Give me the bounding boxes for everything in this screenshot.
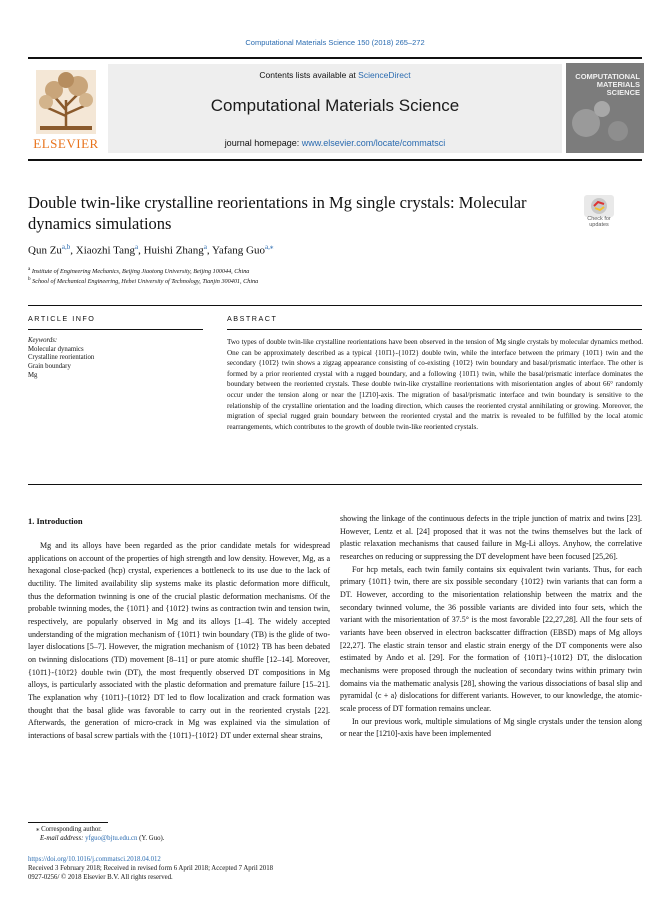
contents-line xyxy=(108,70,562,80)
header-rule-top xyxy=(28,57,642,59)
check-for-updates-button[interactable] xyxy=(584,195,614,217)
author-name[interactable]: Yafang Guo xyxy=(212,244,265,257)
journal-title: Computational Materials Science xyxy=(210,96,460,115)
cover-title-line-3: SCIENCE xyxy=(606,88,640,97)
affiliation-text: School of Mechanical Engineering, Hebei University of Technology, Tianjin 300401, China xyxy=(32,278,259,286)
homepage-link[interactable]: www.elsevier.com/locate/commatsci xyxy=(301,138,446,148)
keyword: Molecular dynamics xyxy=(28,345,84,353)
check-updates-label[interactable]: Check for updates xyxy=(587,216,611,228)
doi-link[interactable]: https://doi.org/10.1016/j.commatsci.2018.04.012 xyxy=(28,856,161,863)
journal-homepage xyxy=(108,138,562,148)
abstract-text: Two types of double twin-like crystalline reorientations have been observed in the tension of Mg single crystals by molecular dynamics method. One can be approximately described as a typical {101̄1}-{101̄2} double twin, while the interface between the primary {101̄1} twin and the secondary {101̄2} twin shows a zigzag appearance consisting of co-existing {101̄2} twin boundary and basal/prismatic interface. The other is formed by a prior reoriented crystal with a rugged boundary, and a following {101̄1} twin, while the basal/prismatic interface dominates the boundary between the reoriented crystals. These double twin-like crystalline reorientations with misorientation angles of about 66° randomly occur under the tension along or near the [12̄10]-axis. The migration of basal/prismatic interface and twin boundary is sensitive to the relationship of the crystalline orientation and the loading direction, which causes the reoriented crystal annihilating or growing. Moreover, the migration of special rugged grain boundary between the reoriented crystal and the matrix is revealed to be fulfilled by the local atomic rearrangements, which contributes to the growth of double twin-like reoriented crystals. xyxy=(227,338,643,431)
keyword: Mg xyxy=(28,371,38,379)
keywords-label: Keywords: xyxy=(28,337,58,344)
divider xyxy=(227,329,642,330)
corresponding-author: ⁎ Corresponding author. xyxy=(36,826,102,833)
sciencedirect-link[interactable]: ScienceDirect xyxy=(358,70,411,80)
right-column xyxy=(340,513,642,741)
article-info-heading: ARTICLE INFO xyxy=(28,314,96,323)
keyword: Grain boundary xyxy=(28,363,71,371)
author-sup[interactable]: a,⁎ xyxy=(264,243,274,251)
paragraph: showing the linkage of the continuous defects in the triple junction of matrix and twins [23]. However, Lentz et al. [24] proposed that it was not the twins themselves but the lack of plastic relaxation mechanisms that caused failure in Mg-Li alloys. Anyhow, the correlative researches on reducing or suppressing the DT development have been focused [25,26]. xyxy=(340,514,642,561)
affiliation-text: Institute of Engineering Mechanics, Beijing Jiaotong University, Beijing 100044, China xyxy=(31,268,250,276)
author-name[interactable]: Huishi Zhang xyxy=(143,244,204,257)
email-line xyxy=(40,835,164,844)
homepage-prefix: journal homepage: xyxy=(224,138,302,148)
author-name[interactable]: Qun Zu xyxy=(28,244,62,257)
cover-title-line-2: MATERIALS xyxy=(596,80,640,89)
affiliation-mark: a xyxy=(28,266,31,272)
author-sup[interactable]: a xyxy=(135,243,139,251)
affiliation-a xyxy=(28,266,249,275)
author-list: Qun Zu$^{a,b}$, Xiaozhi Tang$^a$, Huishi Zhang$^a$, Yafang Guo$^{a,⁎}$ xyxy=(28,243,274,257)
contents-prefix: Contents lists available at xyxy=(259,70,359,80)
author-name[interactable]: Xiaozhi Tang xyxy=(75,244,135,257)
section-heading: 1. Introduction xyxy=(28,516,83,526)
keyword: Crystalline reorientation xyxy=(28,354,95,362)
check-updates-icon xyxy=(584,195,614,217)
copyright: 0927-0256/ © 2018 Elsevier B.V. All rights reserved. xyxy=(28,874,173,881)
paragraph: In our previous work, multiple simulations of Mg single crystals under the tension along or near the [12̄10]-axis have been implemented xyxy=(340,716,642,739)
affiliation-mark: b xyxy=(28,276,31,282)
cover-title-line-1: COMPUTATIONAL xyxy=(575,72,640,81)
journal-citation[interactable]: Computational Materials Science 150 (2018) 265–272 xyxy=(245,38,425,47)
journal-cover-image xyxy=(566,63,644,153)
author-sup[interactable]: a xyxy=(203,243,207,251)
cover-title xyxy=(566,73,640,97)
paragraph: Mg and its alloys have been regarded as the prior candidate metals for widespread applications on account of the properties of high strength and low density. However, Mg, as a hexagonal close-packed (hcp) crystal, experiences a bottleneck to its use due to the lack of ductility. The limited availability slip systems make its plastic deformation more difficult, thus the deformation twinning is one of the crucial plastic deformation mechanisms. Of the probable twinning modes, the {101̄1} and {101̄2} twins as contraction twin and tension twin, respectively, are popularly observed in Mg and its alloys [1–4]. The widely accepted understanding of the migration mechanism of {101̄1} twin boundary (TB) is the glide of two-layer dislocations [5–7]. However, the migration mechanism of {101̄2} TB has been debated on twinning dislocations (TD) movement [8–11] or pure atomic shuffle [12–14]. Moreover, {101̄1}-{101̄2} double twin (DT), the most frequently observed DT compositions in Mg alloys, is particularly associated with the plastic deformation and premature failure [15–21]. The explanation why {101̄1}-{101̄2} DT led to flow localization and crack formation was thought that the basal glide was favorable to carry out in the reoriented crystals [22]. Afterwards, the generation of micro-crack in Mg was explained via the simulation of interactions of basal screw partials with the {101̄1}-{101̄2} DT under external shear strains, xyxy=(28,541,330,740)
email-link[interactable]: yfguo@bjtu.edu.cn xyxy=(85,835,138,842)
received-dates: Received 3 February 2018; Received in revised form 6 April 2018; Accepted 7 April 2018 xyxy=(28,865,274,872)
article-title: Double twin-like crystalline reorientations in Mg single crystals: Molecular dynamics simulations xyxy=(28,193,527,233)
left-column xyxy=(28,540,330,743)
email-label: E-mail address: xyxy=(40,835,86,842)
affiliation-b xyxy=(28,276,258,285)
divider xyxy=(28,305,642,306)
header-rule-bottom xyxy=(28,159,642,161)
paragraph: For hcp metals, each twin family contains six equivalent twin variants. Thus, for each primary {101̄1} twin, there are six possible secondary {101̄2} twin variants that can form a DT. However, according to the misorientation relationship between the matrix and the secondary twinned volume, the 36 possible variants are divided into four sets, which the variant with the misorientation of 37.5° is the most favorable [22,27,28]. All the four sets of variants have been observed in electron backscatter diffraction (EBSD) maps of Mg alloys [22,27]. The elastic strain tensor and elastic strain energy of the DT components were also estimated by Ando et al. [29]. For the formation of {101̄1}-{101̄2} DT, the dislocation mechanisms were proposed through the nucleation of secondary twins within primary twin domains via the mathematic analysis [28], showing the various dissociations of basal slip and pyramidal ⟨c + a⟩ dislocations for different variants. However, to our knowledge, the atomic-scale process of DT formation remains unclear. xyxy=(340,564,642,713)
abstract-heading: ABSTRACT xyxy=(227,314,278,323)
divider xyxy=(28,484,642,485)
keywords-block xyxy=(28,337,198,381)
author-sup[interactable]: a,b xyxy=(61,243,71,251)
publisher-logo-text: ELSEVIER xyxy=(33,136,99,151)
email-suffix: (Y. Guo). xyxy=(137,835,165,842)
footnote-rule xyxy=(28,822,108,823)
divider xyxy=(28,329,203,330)
